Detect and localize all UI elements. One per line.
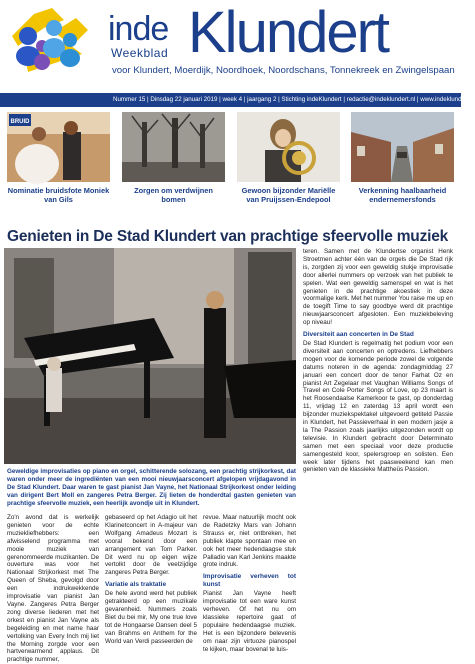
tagline: voor Klundert, Moerdijk, Noordhoek, Noordschans, Tonnekreek en Zwingelspaan [112, 65, 455, 76]
article-column-2 [105, 514, 197, 646]
bridal-couple-photo [7, 112, 110, 182]
article-column-4 [303, 248, 453, 474]
article-lead: Geweldige improvisaties op piano en orgel, schitterende solozang, een prachtig strijkorkest, dat waren onder meer de ingrediënten van een mooi nieuwjaarsconcert afgelopen vrijdagavond in De Stad Klundert. Daar waren te gast pianist Jan Vayne, het Nationaal Strijkorkest onder leiding van dirigent Bert Moll en zangeres Petra Berger. Zij lieten de honderdtal gasten genieten van prachtige sfeervolle muziek, een heerlijk avondje uit in Klundert. [7, 468, 296, 507]
teaser-trees[interactable] [122, 112, 225, 218]
paragraph: Pianist Jan Vayne heeft improvisatie tot een ware kunst verheven. Of het nu om klassieke repertoire gaat of populaire hedendaagse muziek. Het is een bijzondere belevenis om naar zijn virtuoze pianospel te kijken, maar bovenal te luis- [203, 590, 296, 653]
paragraph: revue. Maar natuurlijk mocht ook de Radetzky Mars van Johann Strauss er, niet ontbreken, het publiek klapte spontaan mee en ook het meer hedendaagse stuk Palladio van Karl Jenkins maakte grote indruk. [203, 514, 296, 569]
teaser-caption: Zorgen om verdwijnen bomen [134, 186, 213, 204]
trees-photo [122, 112, 225, 182]
paragraph: De hele avond werd het publiek getrakteerd op een muzikale gevarenheid. Nummers zoals Biet du bei mir, My one true love tot de Hongaarse Dansen deel 5 van Brahms en Anthem for the World van Verdi passeerden de [105, 590, 197, 645]
teaser-caption: Verkenning haalbaarheid endernemersfonds [358, 186, 447, 204]
paragraph: gebaseerd op het Adagio uit het Klarinetconcert in A-majeur van Wolfgang Amadeus Mozart is vooral bekend door een arrangement van Tom Parker. Dit werd nu op eigen wijze vertolkt door de veelzijdige zangeres Petra Berger. [105, 514, 197, 577]
subheading: Variatie als traktatie [105, 581, 167, 589]
paragraph: Zo'n avond dat is werkelijk genieten voor de echte muziekliefhebbers: een afwisselend programma met mooie muziek van gerenommeerde muzikanten. De ouverture was voor het Nationaal Strijkorkest met The Queen of Sheba, gevolgd door een indrukwekkende improvisatie van pianist Jan Vayne. Zangeres Petra Berger zong diverse liederen met het orkest en pianist Jan Vayne als begeleiding en met name haar vertolking van Every Inch mij liet the Morning zorgde voor een hartverwarmend applaus. Dit prachtige nummer, [7, 514, 99, 664]
subheading: Diversiteit aan concerten in De Stad [303, 331, 414, 339]
horn-player-photo [237, 112, 340, 182]
teaser-caption: Nominatie bruidsfote Moniek van Gils [7, 186, 110, 204]
teaser-badge: BRUID [10, 119, 30, 125]
article-headline: Genieten in De Stad Klundert van prachtige sfeervolle muziek [7, 228, 449, 245]
paragraph: De Stad Klundert is regelmatig het podium voor een diversiteit aan concerten en optredens. Liefhebbers mogen voor de komende periode zowel de volgende datums noteren in de agenda: zondagmiddag 27 januari een concert door de tenor Farhat Oz en pianist Art Zegelaar met Vaughan Williams Songs of Travel en Cole Porter Songs of Love, op 23 maart is het Roosendaalse Kamerkoor te gast, op donderdag 11, vrijdag 12 en zaterdag 13 april wordt een bijzonder muziekspektakel uitgevoerd getiteld Passie in Klundert, het Passieverhaal in een modern jasje a la The Passion zoals jaarlijks uitgezonden wordt op televisie. In Klundert gebracht door Determinato samen met een speciaal voor deze productie samengesteld koor, spelersgroep en solisten. Een week later tijdens het paasweekend kan men genieten van de klassieke Mattheüs Passion. [303, 339, 453, 474]
paragraph: teren. Samen met de Klundertse organist Henk Stroetmen achter één van de orgels die De Stad rijk is, zorgden zij voor een geweldig stukje improvisatie door allerlei nummers op verzoek van het publiek te spelen. Wat een geweldig samenspel en wat is het genieten in de prachtige akoestiek in deze voormalige kerk. Met het nummer You raise me up en de toegift Time to say goodbye werd dit prachtige nieuwjaarsconcert afgesloten. Een muziekbeleving op niveau! [303, 248, 453, 327]
teaser-street[interactable] [351, 112, 454, 218]
title-klundert: Klundert [188, 0, 389, 65]
street-photo [351, 112, 454, 182]
article-column-1 [7, 514, 99, 664]
title-weekblad: Weekblad [111, 46, 169, 60]
article-column-3 [203, 514, 296, 653]
teaser-bridal-photo[interactable] [7, 112, 110, 218]
masthead [0, 0, 461, 96]
teaser-row [7, 112, 454, 218]
logo-figures-icon [4, 6, 100, 84]
issue-info-bar: Nummer 15 | Dinsdag 22 januari 2019 | week 4 | jaargang 2 | Stichting indeKlundert | redactie@indeklundert.nl | www.indeklundert.nl [0, 93, 461, 107]
teaser-horn-player[interactable] [237, 112, 340, 218]
subheading: Improvisatie verheven tot kunst [203, 573, 296, 589]
teaser-caption: Gewoon bijzonder Mariëlle van Pruijssen-Endepool [241, 186, 336, 204]
title-inde: inde [108, 10, 169, 48]
concert-photo [4, 248, 296, 464]
